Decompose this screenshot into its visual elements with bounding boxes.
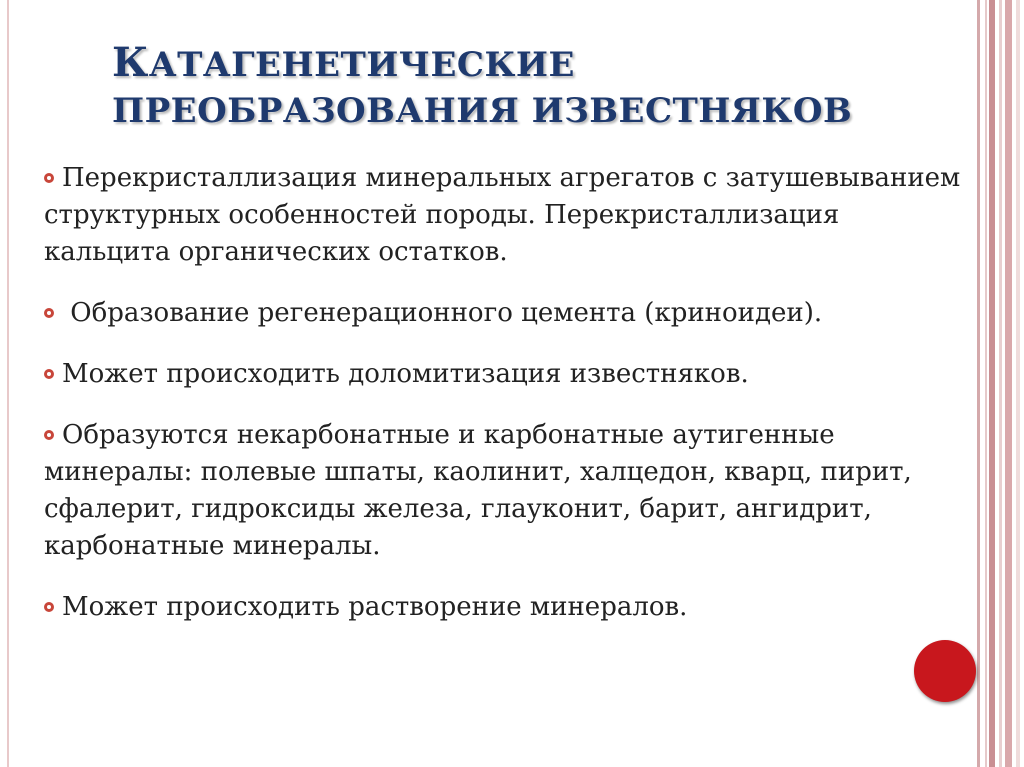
list-item-text: Образуются некарбонатные и карбонатные аутигенные минералы: полевые шпаты, каолинит, халцедон, кварц, пирит, сфалерит, гидроксиды железа, глауконит, барит, ангидрит, карбонатные минералы. xyxy=(44,420,912,561)
bullet-list xyxy=(44,160,964,650)
title-line-1-text: АТАГЕНЕТИЧЕСКИЕ xyxy=(148,45,575,85)
slide-title xyxy=(112,40,932,134)
title-line-1 xyxy=(112,40,932,88)
hollow-circle-bullet-icon xyxy=(44,430,54,440)
hollow-circle-bullet-icon xyxy=(44,308,54,318)
stripe xyxy=(1016,0,1020,767)
stripe xyxy=(985,0,987,767)
list-item xyxy=(44,295,964,332)
hollow-circle-bullet-icon xyxy=(44,173,54,183)
left-decorative-line xyxy=(7,0,9,767)
list-item-text: Перекристаллизация минеральных агрегатов с затушевыванием структурных особенностей породы. Перекристаллизация кальцита органических остатков. xyxy=(44,163,961,267)
title-initial-letter: К xyxy=(112,39,149,86)
stripe xyxy=(999,0,1002,767)
stripe xyxy=(1005,0,1012,767)
hollow-circle-bullet-icon xyxy=(44,369,54,379)
list-item-text: Может происходить доломитизация известняков. xyxy=(62,359,749,389)
list-item xyxy=(44,160,964,271)
title-line-2: ПРЕОБРАЗОВАНИЯ ИЗВЕСТНЯКОВ xyxy=(112,91,853,131)
hollow-circle-bullet-icon xyxy=(44,602,54,612)
right-decorative-stripes xyxy=(976,0,1024,767)
list-item xyxy=(44,589,964,626)
stripe xyxy=(989,0,995,767)
stripe xyxy=(977,0,980,767)
list-item xyxy=(44,356,964,393)
list-item xyxy=(44,417,964,565)
red-circle-icon xyxy=(914,640,976,702)
list-item-text: Может происходить растворение минералов. xyxy=(62,592,688,622)
list-item-text: Образование регенерационного цемента (криноидеи). xyxy=(62,298,823,328)
